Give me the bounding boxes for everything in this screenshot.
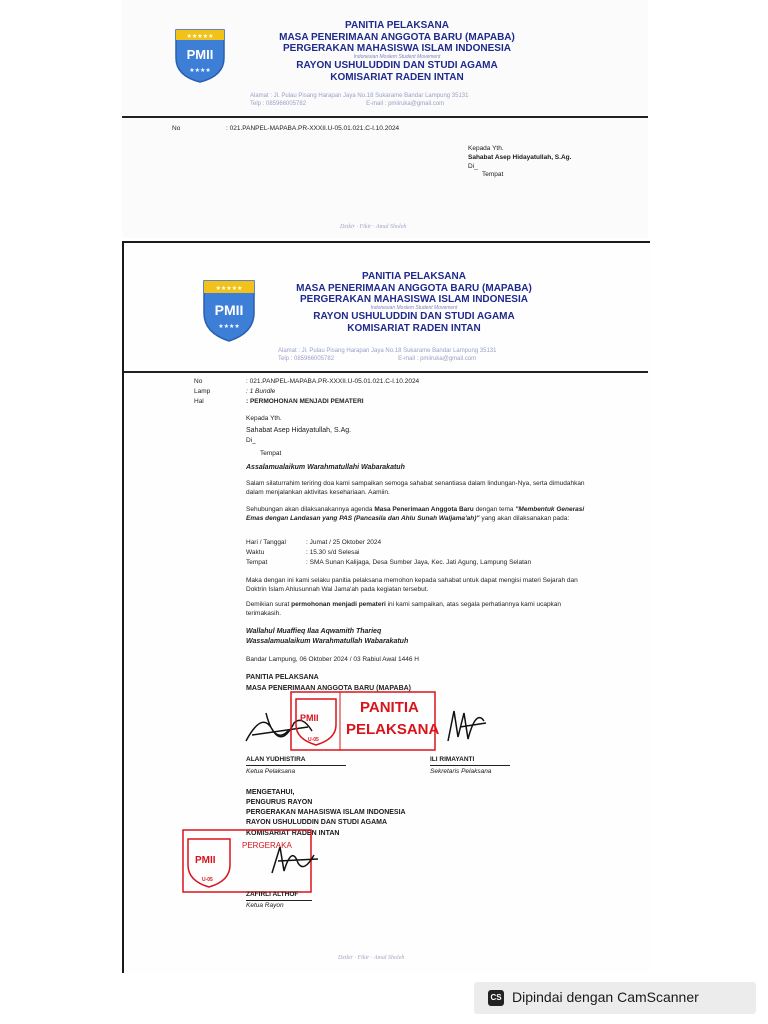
letterhead-divider bbox=[124, 371, 648, 373]
no-label: No bbox=[194, 378, 203, 385]
camscanner-icon: CS bbox=[488, 990, 504, 1006]
top-recipient-at: Di_ bbox=[468, 162, 478, 170]
signer-sekretaris-name: ILI RIMAYANTI bbox=[430, 756, 510, 766]
paragraph-closing bbox=[246, 600, 586, 619]
recipient-to: Kepada Yth. bbox=[246, 415, 282, 422]
pmii-logo-icon bbox=[172, 22, 228, 84]
signer-ketua-role: Ketua Pelaksana bbox=[246, 768, 296, 775]
lamp-label: Lamp bbox=[194, 388, 211, 395]
top-recipient-name: Sahabat Asep Hidayatullah, S.Ag. bbox=[468, 153, 572, 161]
signer-sekretaris-role: Sekretaris Pelaksana bbox=[430, 768, 492, 775]
paragraph-event-outro: yang akan dilaksanakan pada: bbox=[479, 515, 570, 523]
letter-date: Bandar Lampung, 06 Oktober 2024 / 03 Rabiul Awal 1446 H bbox=[246, 656, 419, 663]
letterhead-commissariat: KOMISARIAT RADEN INTAN bbox=[347, 322, 481, 334]
letter-page bbox=[122, 241, 650, 973]
letterhead-email: E-mail : pmiiruka@gmail.com bbox=[366, 101, 445, 108]
greeting: Assalamualaikum Warahmatullahi Wabarakatuh bbox=[246, 464, 405, 471]
letterhead bbox=[262, 20, 532, 83]
letterhead-commissariat: KOMISARIAT RADEN INTAN bbox=[330, 71, 464, 83]
committee-stamp bbox=[290, 691, 440, 751]
hal-label: Hal bbox=[194, 398, 204, 405]
recipient-name: Sahabat Asep Hidayatullah, S.Ag. bbox=[246, 426, 352, 434]
letterhead-email: E-mail : pmiiruka@gmail.com bbox=[398, 356, 477, 363]
acknowledge-line2: PENGURUS RAYON bbox=[246, 799, 313, 807]
closing-wallahul: Wallahul Muaffieq Ilaa Aqwamith Tharieq bbox=[246, 628, 382, 635]
stamp2-code: U-05 bbox=[202, 877, 213, 883]
paragraph-event-theme: "Membentuk Generasi Emas dengan Landasan yang PAS (Pancasila dan Ahlu Sunah Waljama'ah)" bbox=[246, 506, 585, 523]
signature-ketua-rayon-icon bbox=[266, 841, 326, 881]
time-label: Waktu bbox=[246, 549, 265, 556]
paragraph-closing-intro: Demikian surat bbox=[246, 601, 292, 608]
top-recipient-place: Tempat bbox=[482, 171, 504, 179]
paragraph-event-name: Masa Penerimaan Anggota Baru bbox=[374, 506, 474, 513]
acknowledge-line4: RAYON USHULUDDIN DAN STUDI AGAMA bbox=[246, 819, 388, 827]
letterhead-divider bbox=[122, 116, 648, 118]
acknowledge-line5: KOMISARIAT RADEN INTAN bbox=[246, 829, 340, 837]
footer-motto: Dzikir · Fikir · Amal Sholeh bbox=[338, 955, 405, 961]
place-label: Tempat bbox=[246, 559, 268, 566]
paragraph-closing-outro: ini kami sampaikan, atas segala perhatiannya kami ucapkan terimakasih. bbox=[246, 601, 562, 618]
letterhead-motto: Indonesian Moslem Student Movement bbox=[353, 53, 441, 60]
acknowledge-line1: MENGETAHUI, bbox=[246, 789, 295, 796]
paragraph-event-intro: Sehubungan akan dilaksanakannya agenda bbox=[246, 506, 375, 513]
logo-text: PMII bbox=[214, 302, 244, 318]
svg-text:★★★★★: ★★★★★ bbox=[186, 34, 214, 40]
paragraph-closing-subject: permohonan menjadi pemateri bbox=[291, 601, 386, 608]
recipient-at: Di_ bbox=[246, 437, 256, 445]
letterhead-address: Alamat : Jl. Pulau Pisang Harapan Jaya No.18 Sukarame Bandar Lampung 35131 bbox=[278, 348, 497, 354]
stamp-line1: PANITIA bbox=[360, 699, 419, 716]
letterhead-organization: PERGERAKAN MAHASISWA ISLAM INDONESIA bbox=[283, 43, 511, 54]
paragraph-request: Maka dengan ini kami selaku panitia pelaksana memohon kepada sahabat untuk dapat mengisi materi Sejarah dan Doktrin Islam Ahlusunnah Wal Jama'ah pada kegiatan tersebut. bbox=[246, 577, 578, 594]
letter-preview-page bbox=[122, 0, 648, 238]
top-no-value: : 021.PANPEL-MAPABA.PR-XXXII.U-05.01.021.C-I.10.2024 bbox=[226, 125, 400, 132]
svg-text:★★★★★: ★★★★★ bbox=[215, 286, 243, 292]
letterhead-address: Alamat : Jl. Pulau Pisang Harapan Jaya No.18 Sukarame Bandar Lampung 35131 bbox=[250, 93, 469, 99]
letterhead-contact bbox=[278, 347, 578, 363]
paragraph-event-theme-intro: dengan tema bbox=[473, 506, 516, 513]
letterhead-phone: Telp : 085966005782 bbox=[250, 101, 307, 108]
top-footer-motto: Dzikir · Fikir · Amal Sholeh bbox=[340, 224, 407, 230]
stamp-code: U-05 bbox=[308, 737, 319, 743]
recipient-place: Tempat bbox=[260, 449, 282, 457]
letterhead-rayon: RAYON USHULUDDIN DAN STUDI AGAMA bbox=[313, 311, 515, 323]
camscanner-label: Dipindai dengan CamScanner bbox=[512, 989, 699, 1005]
stamp2-text: PERGERAKA bbox=[242, 841, 292, 850]
day-label: Hari / Tanggal bbox=[246, 539, 286, 546]
stamp2-logo-text: PMII bbox=[195, 855, 216, 866]
signer-ketua-name: ALAN YUDHISTIRA bbox=[246, 756, 346, 766]
paragraph-opening: Salam silaturrahim teriring doa kami sampaikan semoga sahabat senantiasa dalam lindungan-Nya, serta dimudahkan dalam menjalankan aktivitas kesehariaan. Aamiin. bbox=[246, 480, 585, 497]
signer-ketua-rayon-role: Ketua Rayon bbox=[246, 902, 284, 909]
letterhead bbox=[274, 271, 554, 334]
letterhead-rayon: RAYON USHULUDDIN DAN STUDI AGAMA bbox=[296, 60, 498, 72]
hal-value: : PERMOHONAN MENJADI PEMATERI bbox=[246, 398, 364, 405]
stamp-logo-text: PMII bbox=[300, 713, 319, 723]
sign-event: MASA PENERIMAAN ANGGOTA BARU (MAPABA) bbox=[246, 685, 412, 692]
stamp-line2: PELAKSANA bbox=[346, 721, 440, 738]
top-no-label: No bbox=[172, 125, 181, 132]
letterhead-organization: PERGERAKAN MAHASISWA ISLAM INDONESIA bbox=[300, 294, 528, 305]
no-value: : 021.PANPEL-MAPABA.PR-XXXII.U-05.01.021.C-I.10.2024 bbox=[246, 378, 420, 385]
time-value: : 15.30 s/d Selesai bbox=[306, 549, 360, 556]
letterhead-contact bbox=[250, 92, 540, 108]
letterhead-event: MASA PENERIMAAN ANGGOTA BARU (MAPABA) bbox=[279, 31, 515, 43]
paragraph-event bbox=[246, 505, 586, 524]
letterhead-committee: PANITIA PELAKSANA bbox=[345, 20, 449, 31]
svg-text:★★★★: ★★★★ bbox=[189, 68, 211, 74]
place-value: : SMA Sunan Kalijaga, Desa Sumber Jaya, Kec. Jati Agung, Lampung Selatan bbox=[306, 559, 532, 566]
top-recipient-to: Kepada Yth. bbox=[468, 145, 504, 152]
letterhead-motto: Indonesian Moslem Student Movement bbox=[370, 304, 458, 311]
day-value: : Jumat / 25 Oktober 2024 bbox=[306, 539, 382, 546]
recipient-block bbox=[246, 415, 351, 459]
letterhead-event: MASA PENERIMAAN ANGGOTA BARU (MAPABA) bbox=[296, 282, 532, 294]
acknowledge-line3: PERGERAKAN MAHASISWA ISLAM INDONESIA bbox=[246, 809, 406, 817]
letterhead-committee: PANITIA PELAKSANA bbox=[362, 271, 466, 282]
logo-text: PMII bbox=[186, 47, 214, 62]
letterhead-phone: Telp : 085966005782 bbox=[278, 356, 335, 363]
sign-committee: PANITIA PELAKSANA bbox=[246, 674, 319, 681]
signature-sekretaris-icon bbox=[440, 701, 490, 751]
svg-text:★★★★: ★★★★ bbox=[218, 324, 240, 330]
signer-ketua-rayon-name: ZAFIRLI ALTHOF bbox=[246, 891, 312, 901]
pmii-logo-icon bbox=[200, 273, 258, 343]
camscanner-watermark bbox=[474, 982, 756, 1014]
closing-wassalam: Wassalamualaikum Warahmatullah Wabarakatuh bbox=[246, 638, 409, 645]
top-recipient bbox=[468, 145, 571, 180]
lamp-value: : 1 Bundle bbox=[246, 388, 276, 395]
